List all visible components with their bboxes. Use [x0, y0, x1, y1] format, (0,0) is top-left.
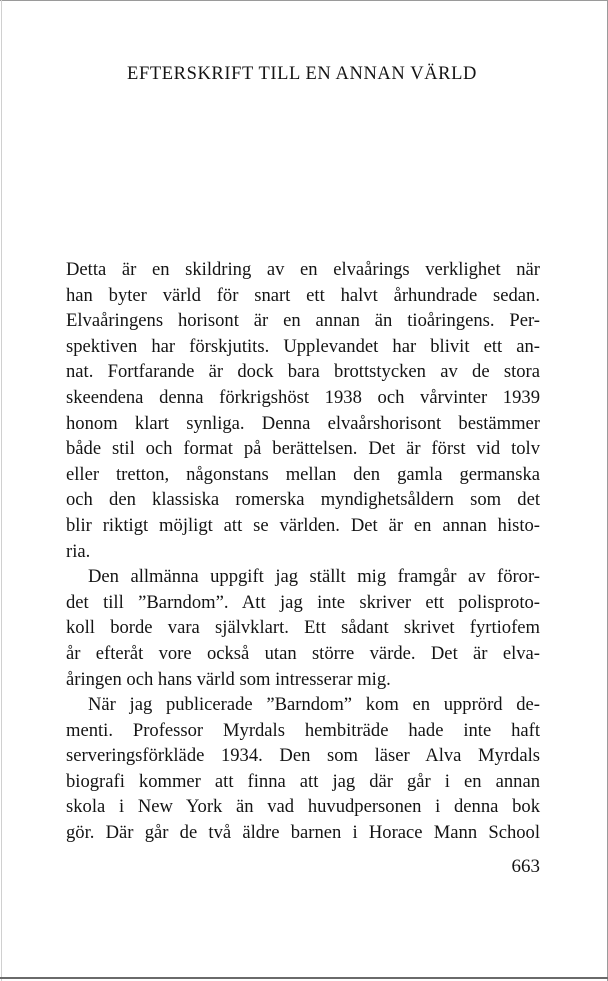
text-line: Elvaåringens horisont är en annan än tioåringens. Per-: [66, 310, 540, 332]
text-line: eller tretton, någonstans mellan den gamla germanska: [66, 463, 540, 485]
text-line: gör. Där går de två äldre barnen i Horace Mann School: [66, 822, 540, 844]
page-edge-left: [1, 0, 2, 981]
text-line: det till ”Barndom”. Att jag inte skriver ett polisproto-: [66, 591, 540, 613]
text-line: skola i New York än vad huvudpersonen i denna bok: [66, 796, 540, 818]
text-line: år efteråt vore också utan större värde. Det är elva-: [66, 642, 540, 664]
text-line: serveringsförkläde 1934. Den som läser Alva Myrdals: [66, 745, 540, 767]
text-line: biografi kommer att finna att jag där går i en annan: [66, 770, 540, 792]
text-line: både stil och format på berättelsen. Det är först vid tolv: [66, 438, 540, 460]
text-line: menti. Professor Myrdals hembiträde hade inte haft: [66, 719, 540, 741]
text-line: skeendena denna förkrigshöst 1938 och vårvinter 1939: [66, 386, 540, 408]
text-line: När jag publicerade ”Barndom” kom en upprörd de-: [88, 694, 540, 716]
text-line: nat. Fortfarande är dock bara brottstycken av de stora: [66, 361, 540, 383]
text-line: ria.: [66, 540, 91, 562]
text-line: koll borde vara självklart. Ett sådant skrivet fyrtiofem: [66, 617, 540, 639]
text-line: Detta är en skildring av en elvaårings verklighet när: [66, 259, 540, 280]
page-edge-bottom: [0, 977, 608, 979]
text-line: blir riktigt möjligt att se världen. Det är en annan histo-: [66, 514, 540, 536]
text-line: Den allmänna uppgift jag ställt mig framgår av föror-: [88, 566, 540, 588]
text-line: honom klart synliga. Denna elvaårshorisont bestämmer: [66, 412, 540, 434]
page-edge-top: [0, 0, 608, 1]
text-line: åringen och hans värld som intresserar mig.: [66, 668, 391, 690]
text-line: och den klassiska romerska myndighetsåldern som det: [66, 489, 540, 511]
page-number: 663: [511, 856, 540, 877]
text-line: spektiven har förskjutits. Upplevandet har blivit ett an-: [66, 335, 540, 357]
running-head: EFTERSKRIFT TILL EN ANNAN VÄRLD: [127, 64, 477, 84]
text-line: han byter värld för snart ett halvt århundrade sedan.: [66, 284, 540, 306]
body-text: [66, 257, 540, 846]
